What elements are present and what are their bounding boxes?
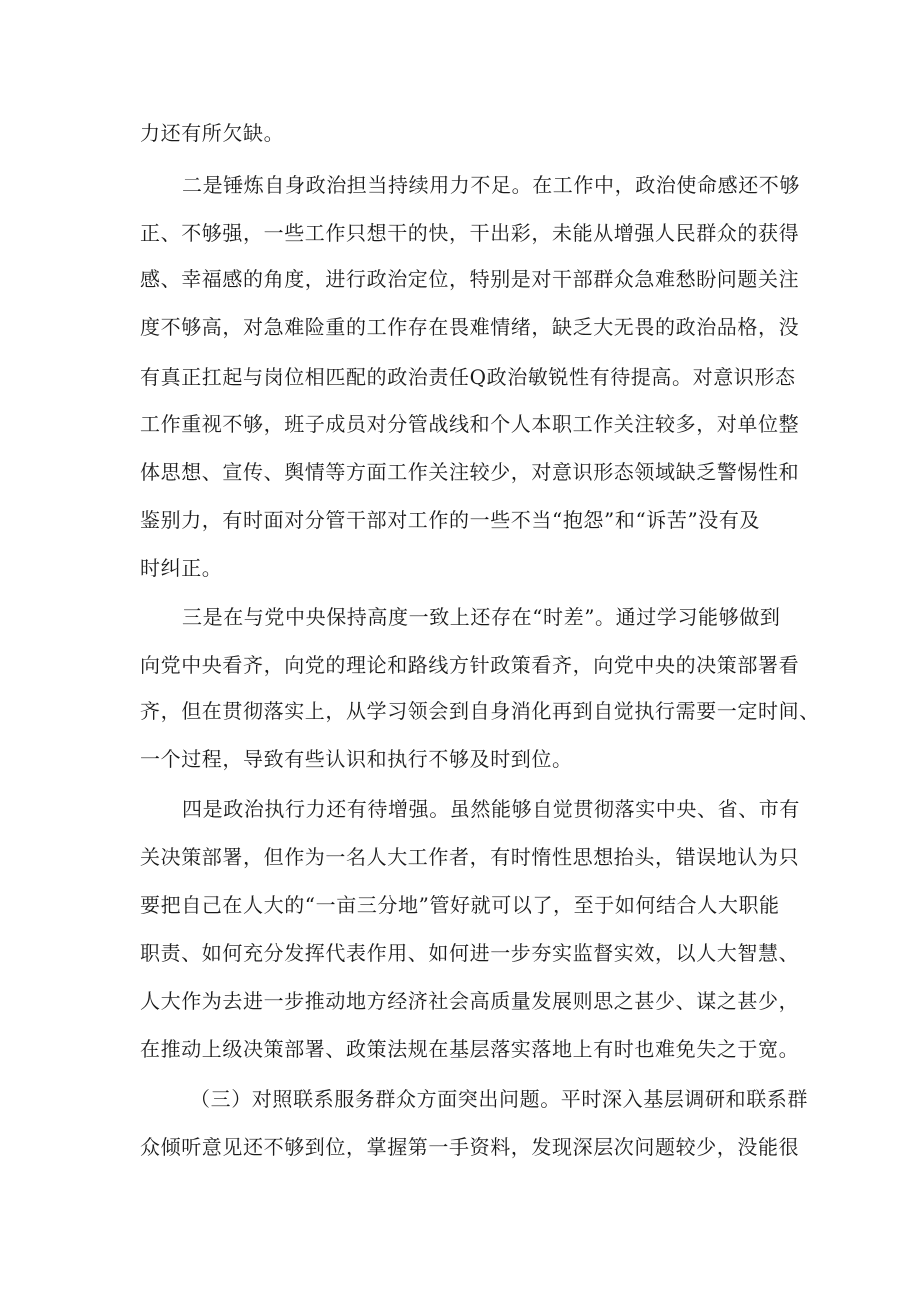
text-line: 度不够高，对急难险重的工作存在畏难情绪，缺乏大无畏的政治品格，没 (140, 315, 800, 339)
text-line: 鉴别力，有时面对分管干部对工作的一些不当“抱怨”和“诉苦”没有及 (140, 508, 761, 532)
text-line: 感、幸福感的角度，进行政治定位，特别是对干部群众急难愁盼问题关注 (140, 267, 800, 291)
text-line: 三是在与党中央保持高度一致上还存在“时差”。通过学习能够做到 (182, 605, 781, 629)
text-line: 人大作为去进一步推动地方经济社会高质量发展则思之甚少、谋之甚少， (140, 989, 800, 1013)
text-line: 关决策部署，但作为一名人大工作者，有时惰性思想抬头，错误地认为只 (140, 845, 800, 869)
text-line: 时纠正。 (140, 556, 223, 580)
text-line: 体思想、宣传、舆情等方面工作关注较少，对意识形态领域缺乏警惕性和 (140, 460, 800, 484)
text-line: 力还有所欠缺。 (140, 121, 285, 145)
text-line: 向党中央看齐，向党的理论和路线方针政策看齐，向党中央的决策部署看 (140, 653, 800, 677)
section-heading-line: （三）对照联系服务群众方面突出问题。平时深入基层调研和联系群 (190, 1087, 808, 1111)
text-line: 职责、如何充分发挥代表作用、如何进一步夯实监督实效，以人大智慧、 (140, 941, 800, 965)
text-line: 要把自己在人大的“一亩三分地”管好就可以了，至于如何结合人大职能 (140, 893, 780, 917)
text-line: 四是政治执行力还有待增强。虽然能够自觉贯彻落实中央、省、市有 (182, 797, 800, 821)
text-line: 在推动上级决策部署、政策法规在基层落实落地上有时也难免失之于宽。 (140, 1037, 800, 1061)
text-line: 二是锤炼自身政治担当持续用力不足。在工作中，政治使命感还不够 (182, 173, 800, 197)
text-line: 众倾听意见还不够到位，掌握第一手资料，发现深层次问题较少，没能很 (140, 1135, 800, 1159)
text-line: 工作重视不够，班子成员对分管战线和个人本职工作关注较多，对单位整 (140, 412, 800, 436)
text-line: 正、不够强，一些工作只想干的快，干出彩，未能从增强人民群众的获得 (140, 221, 800, 245)
text-line: 齐，但在贯彻落实上，从学习领会到自身消化再到自觉执行需要一定时间、 (140, 699, 820, 723)
text-line: 一个过程，导致有些认识和执行不够及时到位。 (140, 747, 573, 771)
text-line: 有真正扛起与岗位相匹配的政治责任Q政治敏锐性有待提高。对意识形态 (140, 365, 796, 389)
